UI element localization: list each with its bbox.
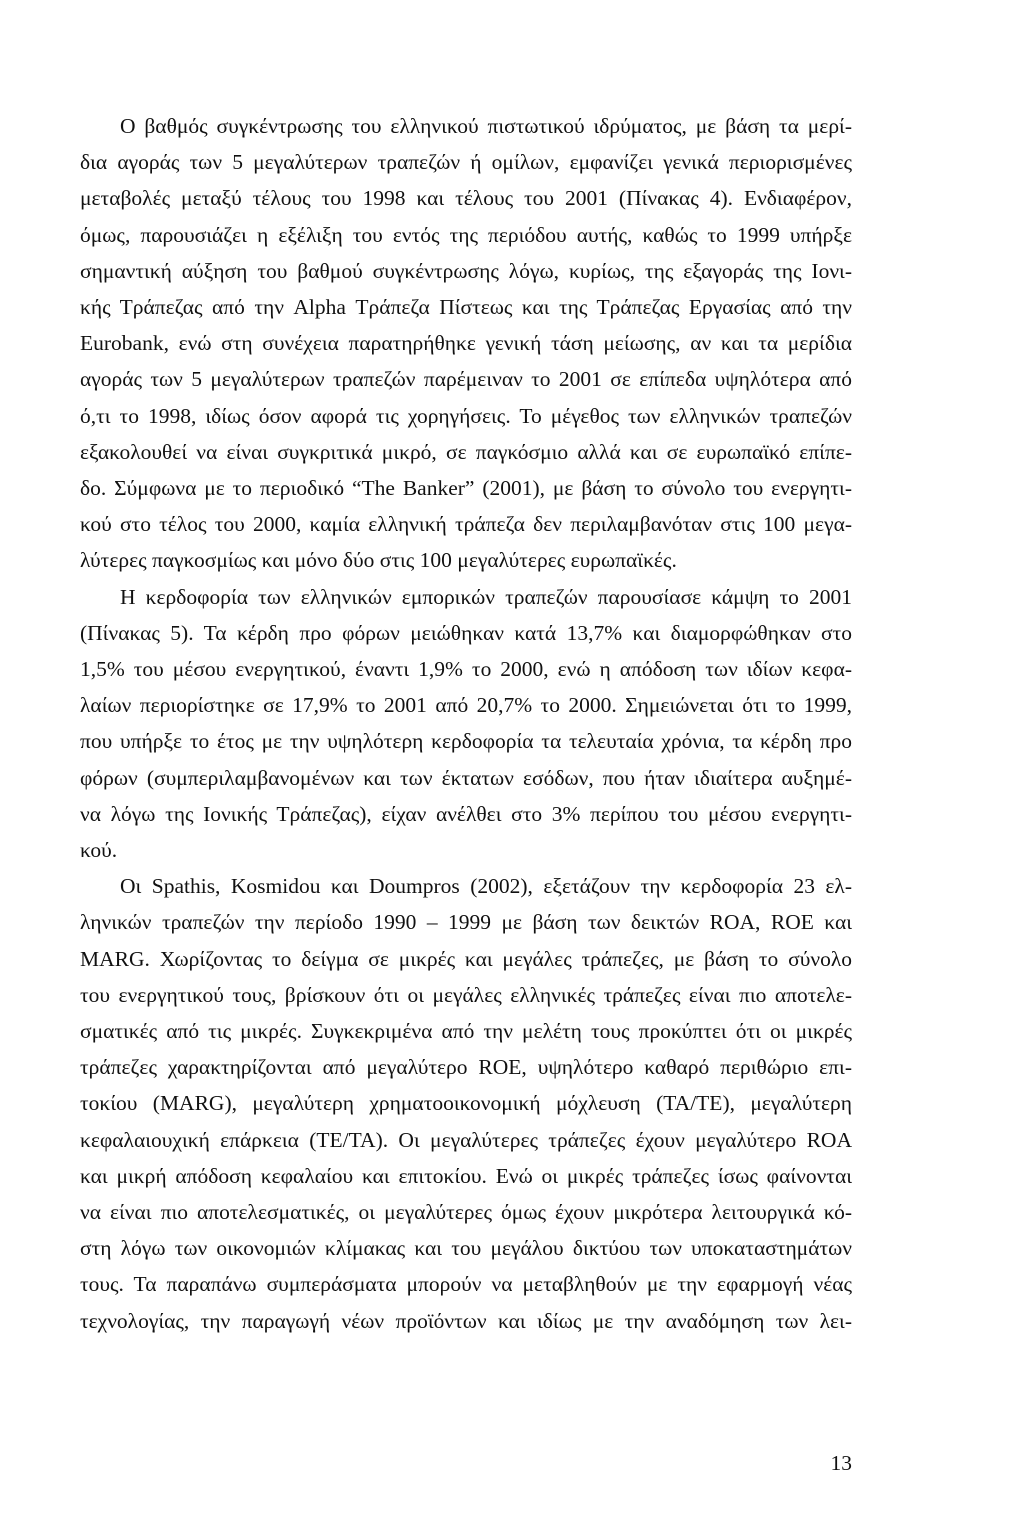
- text-line: ό,τι το 1998, ιδίως όσον αφορά τις χορηγήσεις. Το μέγεθος των ελληνικών τραπεζών: [80, 403, 852, 428]
- text-line: λύτερες παγκοσμίως και μόνο δύο στις 100 μεγαλύτερες ευρωπαϊκές.: [80, 548, 677, 573]
- text-line: να λόγω της Ιονικής Τράπεζας), είχαν ανέλθει στο 3% περίπου του μέσου ενεργητι-: [80, 801, 852, 826]
- text-line: (Πίνακας 5). Τα κέρδη προ φόρων μειώθηκαν κατά 13,7% και διαμορφώθηκαν στο: [80, 620, 852, 645]
- text-line: τεχνολογίας, την παραγωγή νέων προϊόντων και ιδίως με την αναδόμηση των λει-: [80, 1308, 852, 1333]
- text-line: δο. Σύμφωνα με το περιοδικό “The Banker” (2001), με βάση το σύνολο του ενεργητι-: [80, 476, 852, 500]
- text-line: όμως, παρουσιάζει η εξέλιξη του εντός της περιόδου αυτής, καθώς το 1999 υπήρξε: [80, 222, 852, 247]
- text-line: και μικρή απόδοση κεφαλαίου και επιτοκίου. Ενώ οι μικρές τράπεζες ίσως φαίνονται: [80, 1163, 852, 1188]
- text-line: που υπήρξε το έτος με την υψηλότερη κερδοφορία τα τελευταία χρόνια, τα κέρδη προ: [80, 729, 852, 754]
- text-line: σματικές από τις μικρές. Συγκεκριμένα από την μελέτη τους προκύπτει ότι οι μικρές: [80, 1019, 852, 1043]
- text-line: κού στο τέλος του 2000, καμία ελληνική τράπεζα δεν περιλαμβανόταν στις 100 μεγα-: [80, 512, 852, 537]
- text-line: μεταβολές μεταξύ τέλους του 1998 και τέλους του 2001 (Πίνακας 4). Ενδιαφέρον,: [80, 186, 852, 211]
- text-line: του ενεργητικού τους, βρίσκουν ότι οι μεγάλες ελληνικές τράπεζες είναι πιο αποτελε-: [80, 982, 852, 1007]
- text-line: Οι Spathis, Kosmidou και Doumpros (2002), εξετάζουν την κερδοφορία 23 ελ-: [120, 874, 852, 899]
- text-line: τράπεζες χαρακτηρίζονται από μεγαλύτερο ROE, υψηλότερο καθαρό περιθώριο επι-: [80, 1055, 852, 1080]
- text-line: στη λόγω των οικονομιών κλίμακας και του μεγάλου δικτύου των υποκαταστημάτων: [80, 1236, 852, 1261]
- text-line: τους. Τα παραπάνω συμπεράσματα μπορούν να μεταβληθούν με την εφαρμογή νέας: [80, 1272, 852, 1297]
- text-line: Ο βαθμός συγκέντρωσης του ελληνικού πιστωτικού ιδρύματος, με βάση τα μερί-: [120, 114, 852, 138]
- text-line: Η κερδοφορία των ελληνικών εμπορικών τραπεζών παρουσίασε κάμψη το 2001: [120, 584, 852, 609]
- text-line: δια αγοράς των 5 μεγαλύτερων τραπεζών ή ομίλων, εμφανίζει γενικά περιορισμένες: [80, 150, 852, 175]
- text-line: Eurobank, ενώ στη συνέχεια παρατηρήθηκε γενική τάση μείωσης, αν και τα μερίδια: [80, 331, 852, 356]
- text-line: αγοράς των 5 μεγαλύτερων τραπεζών παρέμειναν το 2001 σε επίπεδα υψηλότερα από: [80, 367, 852, 392]
- text-line: 1,5% του μέσου ενεργητικού, έναντι 1,9% το 2000, ενώ η απόδοση των ιδίων κεφα-: [80, 657, 852, 681]
- text-line: κής Τράπεζας από την Alpha Τράπεζα Πίστεως και της Τράπεζας Εργασίας από την: [80, 295, 852, 319]
- text-line: να είναι πιο αποτελεσματικές, οι μεγαλύτερες όμως έχουν μικρότερα λειτουργικά κό-: [80, 1200, 852, 1224]
- text-line: τοκίου (MARG), μεγαλύτερη χρηματοοικονομική μόχλευση (ΤΑ/ΤΕ), μεγαλύτερη: [80, 1091, 852, 1116]
- text-line: MARG. Χωρίζοντας το δείγμα σε μικρές και μεγάλες τράπεζες, με βάση το σύνολο: [80, 946, 852, 971]
- text-line: σημαντική αύξηση του βαθμού συγκέντρωσης λόγω, κυρίως, της εξαγοράς της Ιονι-: [80, 258, 852, 283]
- page-number: 13: [830, 1451, 852, 1475]
- text-line: λαίων περιορίστηκε σε 17,9% το 2001 από 20,7% το 2000. Σημειώνεται ότι το 1999,: [80, 693, 852, 718]
- text-line: εξακολουθεί να είναι συγκριτικά μικρό, σε παγκόσμιο αλλά και σε ευρωπαϊκό επίπε-: [80, 439, 852, 464]
- text-line: ληνικών τραπεζών την περίοδο 1990 – 1999 με βάση των δεικτών ROA, ROE και: [80, 910, 852, 935]
- text-line: κού.: [80, 838, 118, 862]
- text-line: κεφαλαιουχική επάρκεια (ΤΕ/ΤΑ). Οι μεγαλύτερες τράπεζες έχουν μεγαλύτερο ROA: [80, 1127, 852, 1152]
- text-line: φόρων (συμπεριλαμβανομένων και των έκτατων εσόδων, που ήταν ιδιαίτερα αυξημέ-: [80, 765, 852, 790]
